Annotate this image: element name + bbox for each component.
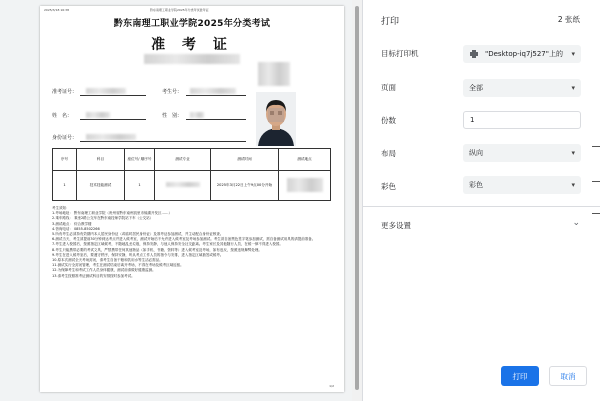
document-title: 黔东南理工职业学院2025年分类考试 [113,19,271,29]
redacted-id-no [86,134,136,140]
print-button[interactable]: 打印 [501,366,539,386]
table-cell-major [155,171,211,201]
color-label: 彩色 [381,182,396,191]
note-item: 5.所有考生必须持有效期内本人居民身份证（或临时居民身份证）及准考证参加测试，并主动配合身份证核查。 [52,232,224,237]
note-item: 13.请考生按照准考证测试科目的安排按时参加考试。 [52,273,135,278]
color-select[interactable] [463,176,581,194]
table-header-seat: 座位号/ 顺序号 [125,149,155,171]
id-no-label: 身份证号： [52,135,78,141]
page-header-title: 黔东南理工职业学院2025年分类考试准考证 [150,8,209,12]
gender-underline [186,119,246,120]
note-item: 11.测试实行全封闭管理，考生在测试结束后离开考场，不得在考场及候考区域逗留。 [52,263,184,268]
redacted-location [287,178,323,192]
redacted-major [166,182,200,187]
ticket-no-label: 准考证号： [52,89,78,95]
note-item: 1.考场地址： 黔东南理工职业学院（贵州省黔东南州凯里市镜湖开发区……） [52,211,172,216]
ticket-no-underline [80,95,146,96]
edge-marker [592,213,600,214]
pages-label: 页面 [381,83,396,92]
preview-page [40,6,344,392]
printer-icon [469,45,479,63]
candidate-no-underline [186,95,246,96]
exam-info-table [52,148,331,201]
gender-label: 性 别： [162,113,183,119]
panel-title: 打印 [381,17,400,27]
print-settings-panel [362,0,600,401]
note-item: 7.考生进入校园后，按照指定区域候考，不随地乱丢垃圾，保持安静，与他人保持安全社交距离。考生家长及其他随行人员，在候一律不得进入校园。 [52,242,283,247]
color-value: 彩色 [469,181,483,189]
note-item: 10.原本次测试全天考场封闭，请考生自备干粮和饮用水等生活必需品。 [52,258,163,263]
pages-select[interactable] [463,79,581,97]
page-header-datetime: 2025/3/18 16:38 [44,8,69,12]
redacted-name [86,112,110,118]
chevron-down-icon: ▾ [571,149,575,157]
table-row [53,171,331,201]
note-item: 9.考生在进入候考室后，要遵守秩序，保持安静，听从考点工作人员的指令与安排，进入指定区域抽签或候考。 [52,252,224,257]
document-heading: 准 考 证 [151,37,233,53]
notes-title: 考生须知： [52,206,70,210]
layout-select[interactable] [463,144,581,162]
note-item: 6.测试当天，考生须提前30分钟到达考点并进入候考室，测试开始后不允许进入候考室及考场参加测试。考生须自备黑色签字笔参加测试，需自备测试用具的请提前准备。 [52,237,316,242]
name-label: 姓 名： [52,113,73,119]
chevron-down-icon: ▾ [571,84,575,92]
copies-label: 份数 [381,116,396,125]
preview-scrollbar[interactable] [352,0,362,401]
table-cell-seat: 1 [125,171,155,201]
cancel-button[interactable]: 取消 [549,366,587,386]
note-item: 2.乘车路线： 乘坐2路公交车在黔东南技师学院站下车（公交站） [52,216,154,221]
scrollbar-thumb[interactable] [355,6,359,390]
table-header-time: 测试时间 [211,149,279,171]
page-number: 1/2 [329,384,334,388]
candidate-photo [256,92,296,146]
panel-divider [363,206,600,207]
table-cell-index: 1 [53,171,77,201]
note-item: 3.测试地点： 综合教学楼 [52,221,92,226]
table-header-location: 测试地点 [279,149,331,171]
candidate-photo-image [256,92,296,146]
redacted-gender [190,112,204,118]
chevron-down-icon: ▾ [571,50,575,58]
redacted-subtitle [144,54,240,64]
candidate-notes [52,206,334,279]
chevron-down-icon: ▾ [571,181,575,189]
sheet-count: 2 张纸 [557,15,580,24]
more-settings-toggle[interactable]: 更多设置 [381,221,411,230]
table-cell-location [279,171,331,201]
edge-marker [592,181,600,182]
redacted-candidate-no [190,88,236,94]
note-item: 12.为保障考生和考试工作人员身体健康，测试前请做好健康监测。 [52,268,156,273]
table-cell-time: 2025年3月22日上午9点00分开始 [211,171,279,201]
name-underline [80,119,146,120]
id-no-underline [80,141,246,142]
table-header-index: 序号 [53,149,77,171]
table-header-major: 测试专业 [155,149,211,171]
destination-label: 目标打印机 [381,49,419,58]
layout-label: 布局 [381,149,396,158]
note-item: 8.考生只能携带必要的考试文具，严禁携带任何其他物品（如手机、书籍、资料等）进入候考室及考场，如有违反，按照违规舞弊处理。 [52,247,262,252]
redacted-photo-top [258,62,290,86]
edge-marker [592,146,600,147]
redacted-ticket-no [86,88,126,94]
chevron-down-icon[interactable]: ⌄ [572,218,580,228]
pages-value: 全部 [469,84,483,92]
table-cell-subject: 技术技能测试 [77,171,125,201]
destination-select[interactable] [463,45,581,63]
layout-value: 纵向 [469,149,483,157]
destination-value: "Desktop-iq7j527"上的 [485,50,563,58]
table-header-subject: 科目 [77,149,125,171]
note-item: 4.咨询电话： 0855-8502266 [52,226,100,231]
copies-input[interactable]: 1 [463,111,581,129]
candidate-no-label: 考生号： [162,89,183,95]
